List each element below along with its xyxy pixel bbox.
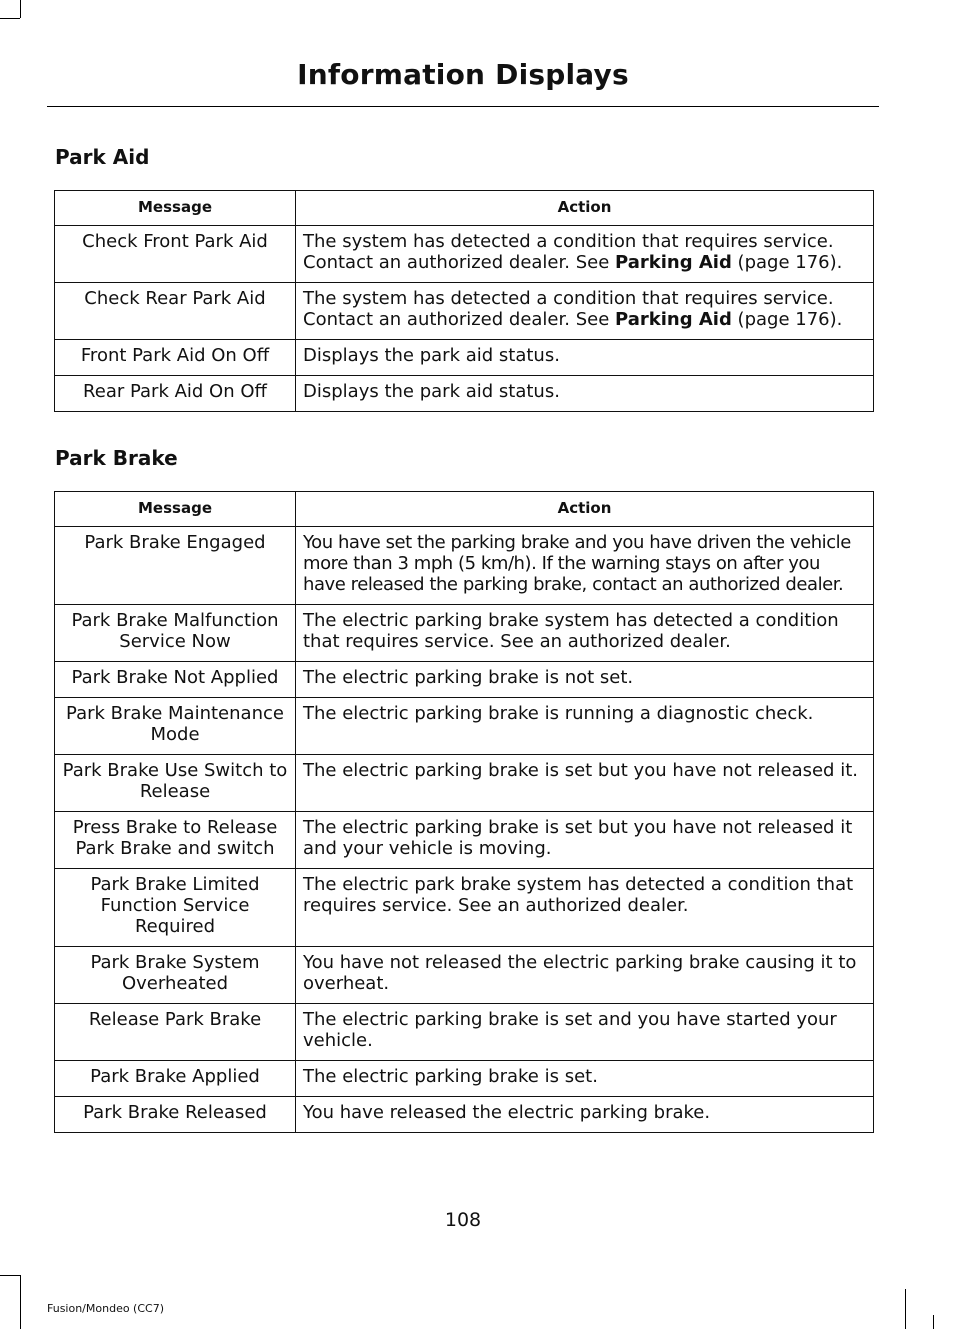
section-heading-park-aid: Park Aid <box>55 145 150 169</box>
message-cell: Release Park Brake <box>55 1004 296 1061</box>
action-cell: The electric parking brake is set and you have started your vehicle. <box>296 1004 874 1061</box>
message-cell: Rear Park Aid On Off <box>55 376 296 412</box>
table-row <box>55 527 874 605</box>
table-row <box>55 869 874 947</box>
action-cell: The electric parking brake is set. <box>296 1061 874 1097</box>
action-cell: Displays the park aid status. <box>296 376 874 412</box>
action-cell: Displays the park aid status. <box>296 340 874 376</box>
message-cell: Park Brake Limited Function Service Required <box>55 869 296 947</box>
crop-mark-bottom-right-v2 <box>933 1315 934 1329</box>
footer-model-label: Fusion/Mondeo (CC7) <box>47 1302 165 1315</box>
table-row <box>55 376 874 412</box>
message-cell: Check Front Park Aid <box>55 226 296 283</box>
table-row <box>55 698 874 755</box>
page-title: Information Displays <box>297 58 629 91</box>
message-cell: Check Rear Park Aid <box>55 283 296 340</box>
table-row <box>55 340 874 376</box>
page-number: 108 <box>444 1209 482 1231</box>
table-row <box>55 947 874 1004</box>
message-cell: Front Park Aid On Off <box>55 340 296 376</box>
message-cell: Park Brake Maintenance Mode <box>55 698 296 755</box>
message-cell: Park Brake Use Switch to Release <box>55 755 296 812</box>
park-aid-table <box>54 190 874 412</box>
message-cell: Park Brake Engaged <box>55 527 296 605</box>
table-header-row <box>55 492 874 527</box>
action-cell: The electric parking brake is set but you have not released it. <box>296 755 874 812</box>
table-row <box>55 662 874 698</box>
crop-mark-bottom-left-v <box>20 1275 21 1329</box>
action-cell: The electric parking brake is running a diagnostic check. <box>296 698 874 755</box>
action-cell: You have not released the electric parking brake causing it to overheat. <box>296 947 874 1004</box>
table-row <box>55 283 874 340</box>
column-header-action: Action <box>296 191 874 226</box>
action-cell <box>296 226 874 283</box>
message-cell: Park Brake Released <box>55 1097 296 1133</box>
park-brake-table <box>54 491 874 1133</box>
message-cell: Park Brake Not Applied <box>55 662 296 698</box>
column-header-message: Message <box>55 191 296 226</box>
message-cell: Press Brake to Release Park Brake and switch <box>55 812 296 869</box>
crop-mark-bottom-right-v1 <box>905 1289 906 1329</box>
action-cell: The electric parking brake system has detected a condition that requires service. See an authorized dealer. <box>296 605 874 662</box>
page-reference: (page 176). <box>731 252 843 273</box>
action-cell: The electric park brake system has detected a condition that requires service. See an authorized dealer. <box>296 869 874 947</box>
crop-mark-top-left-h <box>0 18 20 19</box>
table-row <box>55 812 874 869</box>
message-cell: Park Brake Applied <box>55 1061 296 1097</box>
table-header-row <box>55 191 874 226</box>
action-cell: The electric parking brake is not set. <box>296 662 874 698</box>
table-row <box>55 1097 874 1133</box>
table-row <box>55 755 874 812</box>
section-heading-park-brake: Park Brake <box>55 446 178 470</box>
table-row <box>55 1061 874 1097</box>
table-row <box>55 605 874 662</box>
message-cell: Park Brake Malfunction Service Now <box>55 605 296 662</box>
message-cell: Park Brake System Overheated <box>55 947 296 1004</box>
action-cell: You have released the electric parking brake. <box>296 1097 874 1133</box>
cross-reference-link[interactable]: Parking Aid <box>615 252 732 273</box>
table-row <box>55 226 874 283</box>
column-header-action: Action <box>296 492 874 527</box>
action-text: The system has detected a condition that requires service. Contact an authorized dealer. See <box>303 288 834 330</box>
table-row <box>55 1004 874 1061</box>
crop-mark-top-left-v <box>20 0 21 18</box>
page-reference: (page 176). <box>731 309 843 330</box>
action-cell <box>296 283 874 340</box>
action-cell: You have set the parking brake and you have driven the vehicle more than 3 mph (5 km/h). If the warning stays on after you have released the parking brake, contact an authorized dealer. <box>296 527 874 605</box>
action-text: The system has detected a condition that requires service. Contact an authorized dealer. See <box>303 231 834 273</box>
cross-reference-link[interactable]: Parking Aid <box>615 309 732 330</box>
column-header-message: Message <box>55 492 296 527</box>
title-divider <box>47 106 879 107</box>
action-cell: The electric parking brake is set but you have not released it and your vehicle is moving. <box>296 812 874 869</box>
crop-mark-bottom-left-h <box>0 1275 20 1276</box>
